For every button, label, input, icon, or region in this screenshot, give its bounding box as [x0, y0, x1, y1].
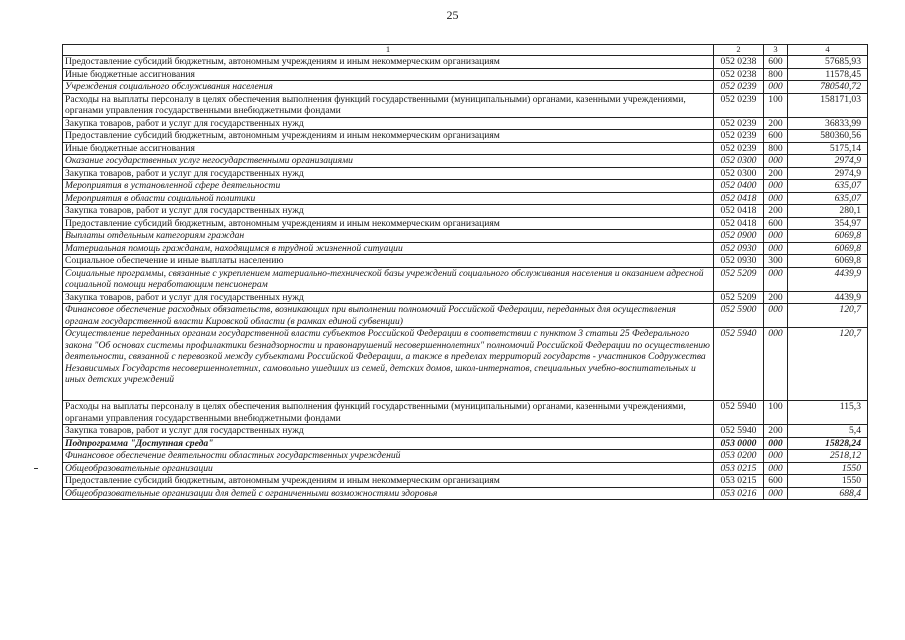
- table-row: [63, 180, 868, 193]
- row-code: 052 0238: [714, 68, 764, 81]
- row-amount: 2974,9: [788, 167, 868, 180]
- row-code: 053 0200: [714, 450, 764, 463]
- row-code: 052 0418: [714, 192, 764, 205]
- row-expense-type: 000: [764, 180, 788, 193]
- margin-mark: [34, 468, 38, 469]
- row-description: Предоставление субсидий бюджетным, автономным учреждениям и иным некоммерческим организациям: [63, 130, 714, 143]
- budget-table: [62, 44, 868, 500]
- row-amount: 4439,9: [788, 291, 868, 304]
- row-code: 052 0418: [714, 205, 764, 218]
- row-code: 052 0239: [714, 130, 764, 143]
- table-row: [63, 304, 868, 328]
- row-description: Финансовое обеспечение деятельности областных государственных учреждений: [63, 450, 714, 463]
- table-row: [63, 205, 868, 218]
- table-row: [63, 167, 868, 180]
- row-expense-type: 000: [764, 462, 788, 475]
- row-expense-type: 600: [764, 130, 788, 143]
- table-row: [63, 242, 868, 255]
- row-amount: 11578,45: [788, 68, 868, 81]
- row-expense-type: 000: [764, 242, 788, 255]
- row-code: 052 5900: [714, 304, 764, 328]
- row-description: Учреждения социального обслуживания населения: [63, 81, 714, 94]
- row-code: 053 0000: [714, 437, 764, 450]
- row-code: 052 0930: [714, 242, 764, 255]
- row-expense-type: 200: [764, 117, 788, 130]
- row-description: Социальное обеспечение и иные выплаты населению: [63, 255, 714, 268]
- row-expense-type: 300: [764, 255, 788, 268]
- table-body: [63, 56, 868, 500]
- row-description: Расходы на выплаты персоналу в целях обеспечения выполнения функций государственными (муниципальными) органами, казенными учреждениями, органами управления государственными внебюджетными фондами: [63, 401, 714, 425]
- table-row: [63, 437, 868, 450]
- header-row: [63, 45, 868, 56]
- table-row: [63, 56, 868, 69]
- row-expense-type: 600: [764, 56, 788, 69]
- row-description: Финансовое обеспечение расходных обязательств, возникающих при выполнении полномочий Российской Федерации, переданных для осуществления органам государственной власти Кировской области (в рамках единой субвенции): [63, 304, 714, 328]
- row-expense-type: 000: [764, 230, 788, 243]
- row-code: 052 0900: [714, 230, 764, 243]
- table-row: [63, 192, 868, 205]
- table-row: [63, 475, 868, 488]
- row-code: 053 0216: [714, 487, 764, 500]
- row-expense-type: 000: [764, 192, 788, 205]
- row-amount: 354,97: [788, 217, 868, 230]
- row-code: 052 0238: [714, 56, 764, 69]
- row-amount: 635,07: [788, 180, 868, 193]
- row-amount: 120,7: [788, 328, 868, 401]
- row-amount: 4439,9: [788, 267, 868, 291]
- table-row: [63, 401, 868, 425]
- row-amount: 15828,24: [788, 437, 868, 450]
- row-description: Выплаты отдельным категориям граждан: [63, 230, 714, 243]
- table-row: [63, 142, 868, 155]
- row-amount: 6069,8: [788, 255, 868, 268]
- row-amount: 280,1: [788, 205, 868, 218]
- column-header-sum: 4: [788, 45, 868, 56]
- row-description: Оказание государственных услуг негосударственными организациями: [63, 155, 714, 168]
- table-row: [63, 462, 868, 475]
- row-expense-type: 600: [764, 217, 788, 230]
- table-row: [63, 68, 868, 81]
- row-expense-type: 000: [764, 81, 788, 94]
- row-expense-type: 000: [764, 450, 788, 463]
- row-expense-type: 800: [764, 68, 788, 81]
- row-expense-type: 000: [764, 304, 788, 328]
- row-amount: 688,4: [788, 487, 868, 500]
- page-number: 25: [446, 8, 459, 22]
- row-description: Закупка товаров, работ и услуг для государственных нужд: [63, 117, 714, 130]
- row-expense-type: 000: [764, 267, 788, 291]
- row-amount: 780540,72: [788, 81, 868, 94]
- row-description: Предоставление субсидий бюджетным, автономным учреждениям и иным некоммерческим организациям: [63, 217, 714, 230]
- row-expense-type: 100: [764, 401, 788, 425]
- row-description: Закупка товаров, работ и услуг для государственных нужд: [63, 167, 714, 180]
- row-description: Предоставление субсидий бюджетным, автономным учреждениям и иным некоммерческим организациям: [63, 475, 714, 488]
- row-expense-type: 000: [764, 437, 788, 450]
- table-row: [63, 93, 868, 117]
- row-code: 052 0239: [714, 142, 764, 155]
- row-code: 052 0239: [714, 93, 764, 117]
- row-description: Закупка товаров, работ и услуг для государственных нужд: [63, 291, 714, 304]
- row-expense-type: 000: [764, 328, 788, 401]
- row-code: 053 0215: [714, 462, 764, 475]
- column-header-description: 1: [63, 45, 714, 56]
- row-amount: 120,7: [788, 304, 868, 328]
- column-header-code: 2: [714, 45, 764, 56]
- row-description: Материальная помощь гражданам, находящимся в трудной жизненной ситуации: [63, 242, 714, 255]
- table-row: [63, 291, 868, 304]
- row-description: Закупка товаров, работ и услуг для государственных нужд: [63, 425, 714, 438]
- table-row: [63, 230, 868, 243]
- table-row: [63, 117, 868, 130]
- row-code: 052 0400: [714, 180, 764, 193]
- row-code: 052 5209: [714, 291, 764, 304]
- row-amount: 6069,8: [788, 242, 868, 255]
- row-description: Иные бюджетные ассигнования: [63, 142, 714, 155]
- table-row: [63, 130, 868, 143]
- row-amount: 1550: [788, 462, 868, 475]
- row-amount: 2974,9: [788, 155, 868, 168]
- column-header-type: 3: [764, 45, 788, 56]
- row-code: 052 0300: [714, 155, 764, 168]
- row-amount: 158171,03: [788, 93, 868, 117]
- row-amount: 5175,14: [788, 142, 868, 155]
- row-code: 052 0300: [714, 167, 764, 180]
- row-description: Иные бюджетные ассигнования: [63, 68, 714, 81]
- row-description: Мероприятия в установленной сфере деятельности: [63, 180, 714, 193]
- table-row: [63, 267, 868, 291]
- row-expense-type: 200: [764, 205, 788, 218]
- row-description: Подпрограмма "Доступная среда": [63, 437, 714, 450]
- table-row: [63, 328, 868, 401]
- row-description: Мероприятия в области социальной политики: [63, 192, 714, 205]
- row-amount: 57685,93: [788, 56, 868, 69]
- row-code: 052 5940: [714, 425, 764, 438]
- row-code: 052 5940: [714, 401, 764, 425]
- row-amount: 635,07: [788, 192, 868, 205]
- row-code: 052 5940: [714, 328, 764, 401]
- table-row: [63, 450, 868, 463]
- row-code: 052 0239: [714, 117, 764, 130]
- row-code: 052 0930: [714, 255, 764, 268]
- row-code: 052 5209: [714, 267, 764, 291]
- row-description: Общеобразовательные организации: [63, 462, 714, 475]
- row-description: Предоставление субсидий бюджетным, автономным учреждениям и иным некоммерческим организациям: [63, 56, 714, 69]
- row-description: Закупка товаров, работ и услуг для государственных нужд: [63, 205, 714, 218]
- row-amount: 2518,12: [788, 450, 868, 463]
- row-expense-type: 100: [764, 93, 788, 117]
- row-amount: 36833,99: [788, 117, 868, 130]
- table-row: [63, 217, 868, 230]
- row-amount: 5,4: [788, 425, 868, 438]
- row-description: Расходы на выплаты персоналу в целях обеспечения выполнения функций государственными (муниципальными) органами, казенными учреждениями, органами управления государственными внебюджетными фондами: [63, 93, 714, 117]
- table-row: [63, 255, 868, 268]
- row-code: 052 0239: [714, 81, 764, 94]
- row-description: Социальные программы, связанные с укреплением материально-технической базы учреждений социального обслуживания населения и оказанием адресной социальной помощи неработающим пенсионерам: [63, 267, 714, 291]
- row-amount: 580360,56: [788, 130, 868, 143]
- row-amount: 1550: [788, 475, 868, 488]
- row-amount: 6069,8: [788, 230, 868, 243]
- table-row: [63, 81, 868, 94]
- row-expense-type: 200: [764, 291, 788, 304]
- row-expense-type: 200: [764, 425, 788, 438]
- row-expense-type: 800: [764, 142, 788, 155]
- table-row: [63, 155, 868, 168]
- row-description: Осуществление переданных органам государственной власти субъектов Российской Федерации в соответствии с пунктом 3 статьи 25 Федерального закона "Об основах системы профилактики безнадзорности и правонарушений несовершеннолетних" полномочий Российской Федерации по осуществлению деятельности, связанной с перевозкой между субъектами Российской Федерации, а также в пределах территорий государств - участников Содружества Независимых Государств несовершеннолетних, самовольно ушедших из семей, детских домов, школ-интернатов, специальных учебно-воспитательных и иных детских учреждений: [63, 328, 714, 401]
- row-expense-type: 000: [764, 155, 788, 168]
- row-code: 052 0418: [714, 217, 764, 230]
- table-row: [63, 425, 868, 438]
- table-row: [63, 487, 868, 500]
- row-amount: 115,3: [788, 401, 868, 425]
- row-expense-type: 200: [764, 167, 788, 180]
- row-code: 053 0215: [714, 475, 764, 488]
- row-expense-type: 000: [764, 487, 788, 500]
- row-description: Общеобразовательные организации для детей с ограниченными возможностями здоровья: [63, 487, 714, 500]
- row-expense-type: 600: [764, 475, 788, 488]
